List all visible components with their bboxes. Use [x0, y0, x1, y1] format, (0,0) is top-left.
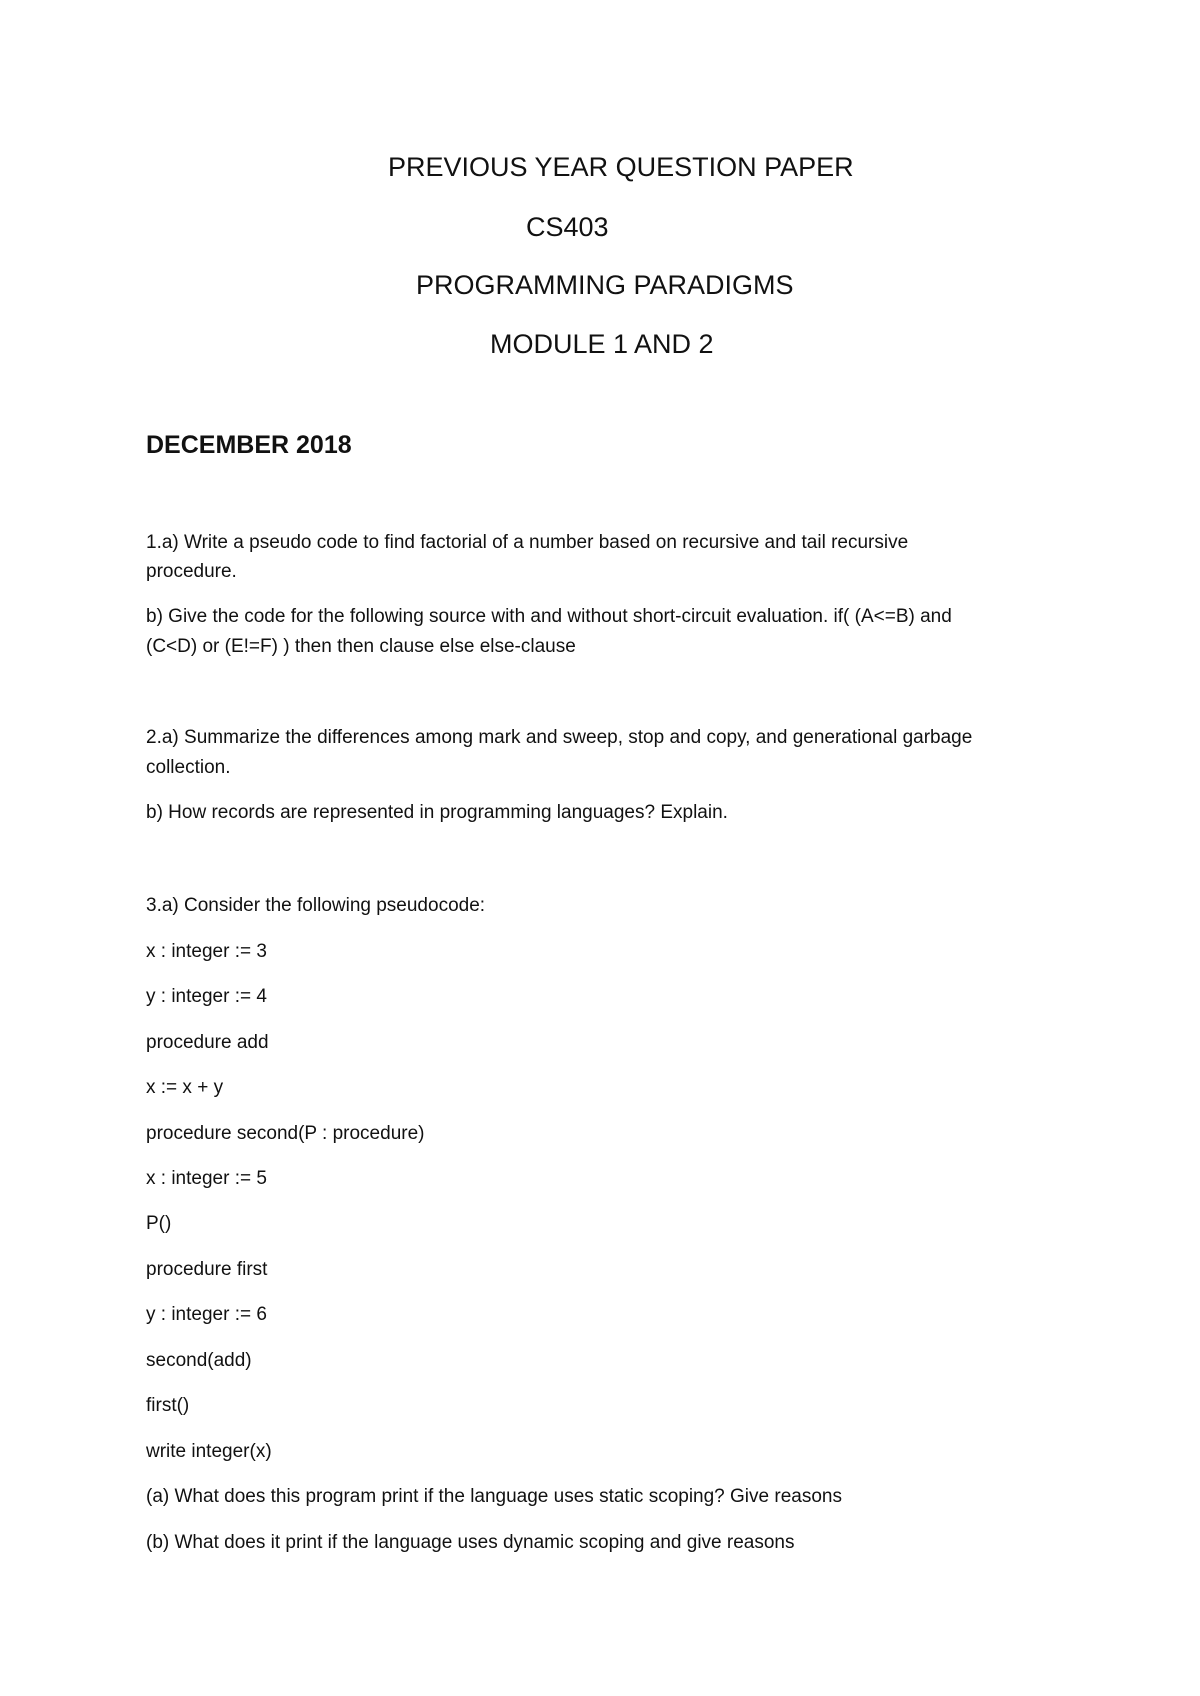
code-line: first() [146, 1395, 190, 1416]
code-line: x := x + y [146, 1077, 224, 1098]
paper-title: PREVIOUS YEAR QUESTION PAPER [388, 152, 854, 182]
course-code: CS403 [526, 212, 609, 242]
q1a-line2: procedure. [146, 561, 237, 582]
exam-session-heading: DECEMBER 2018 [146, 431, 352, 459]
q1b-line1: b) Give the code for the following source with and without short-circuit evaluation. if( (A<=B) and [146, 606, 952, 627]
code-line: x : integer := 3 [146, 941, 267, 962]
q3-part-a: (a) What does this program print if the language uses static scoping? Give reasons [146, 1486, 842, 1507]
q3a-intro: 3.a) Consider the following pseudocode: [146, 895, 486, 916]
q2a-line2: collection. [146, 757, 231, 778]
code-line: write integer(x) [146, 1441, 272, 1462]
code-line: procedure second(P : procedure) [146, 1123, 425, 1144]
q1b-line2: (C<D) or (E!=F) ) then then clause else else-clause [146, 636, 576, 657]
code-line: procedure add [146, 1032, 269, 1053]
module-label: MODULE 1 AND 2 [490, 329, 714, 359]
code-line: x : integer := 5 [146, 1168, 267, 1189]
code-line: y : integer := 6 [146, 1304, 267, 1325]
q2b-line1: b) How records are represented in programming languages? Explain. [146, 802, 728, 823]
course-name: PROGRAMMING PARADIGMS [416, 270, 794, 300]
q3-part-b: (b) What does it print if the language uses dynamic scoping and give reasons [146, 1532, 795, 1553]
code-line: second(add) [146, 1350, 252, 1371]
q1a-line1: 1.a) Write a pseudo code to find factorial of a number based on recursive and tail recursive [146, 532, 909, 553]
q2a-line1: 2.a) Summarize the differences among mark and sweep, stop and copy, and generational garbage [146, 727, 973, 748]
code-line: P() [146, 1213, 172, 1234]
code-line: y : integer := 4 [146, 986, 267, 1007]
code-line: procedure first [146, 1259, 268, 1280]
